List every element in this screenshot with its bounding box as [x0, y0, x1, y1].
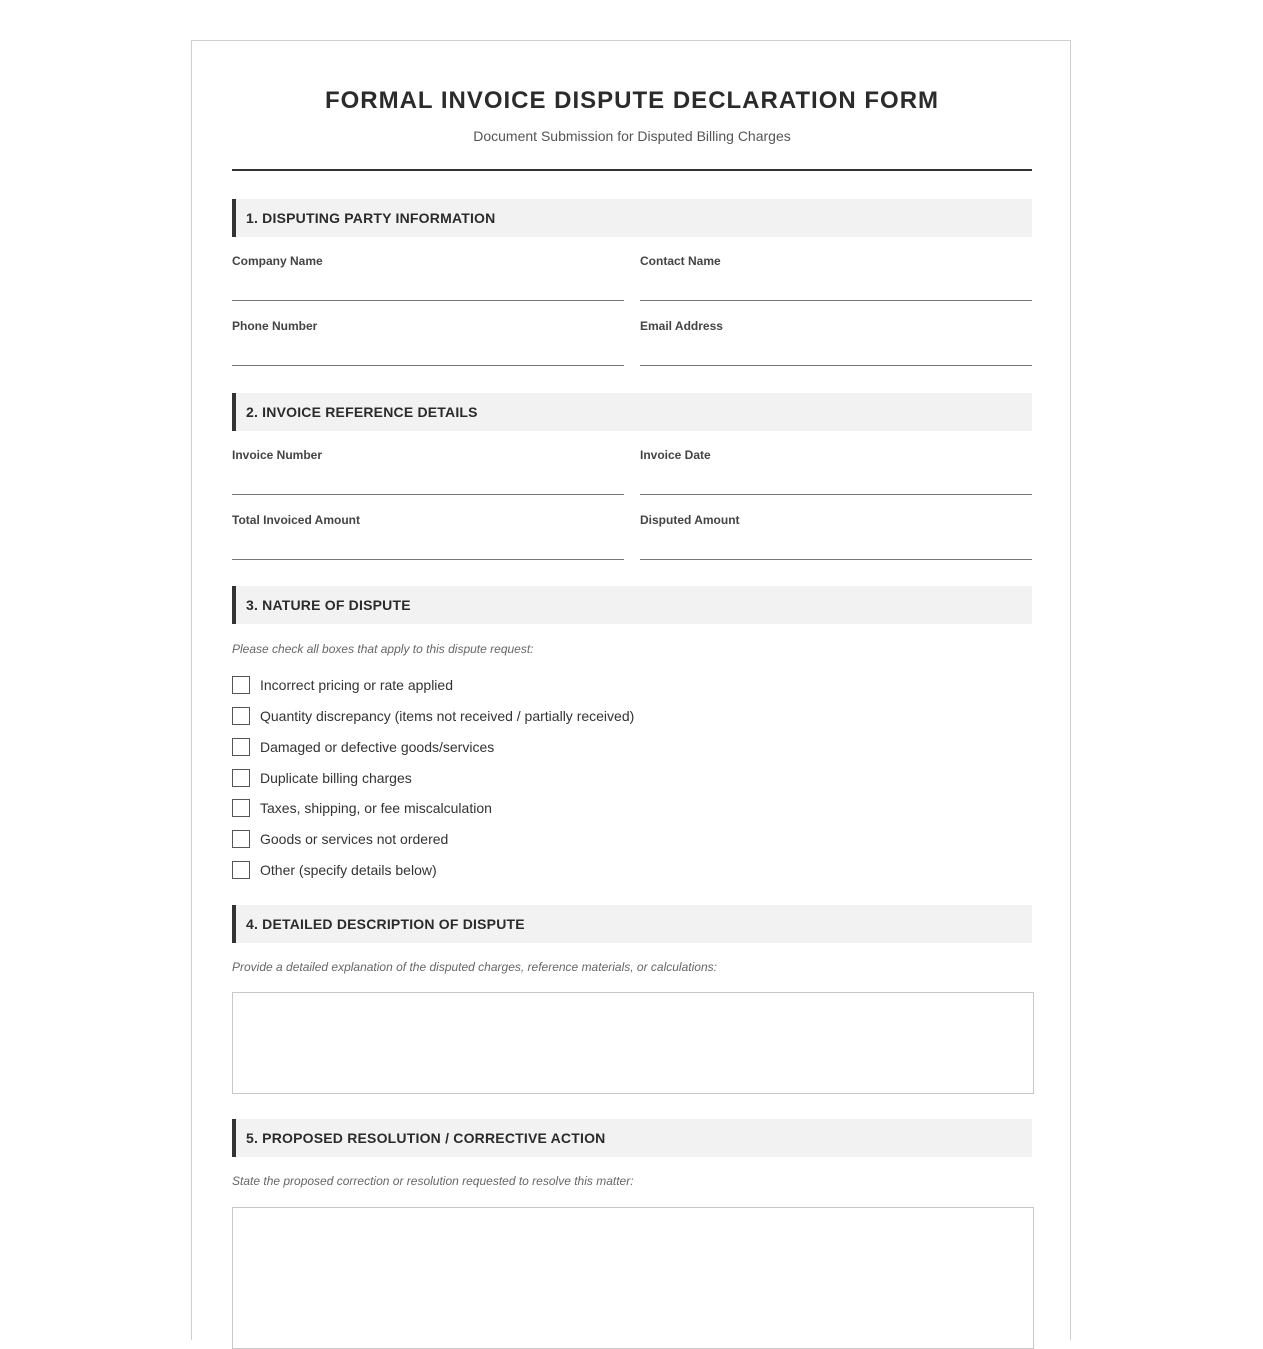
section-header-description: [232, 905, 1032, 943]
field-label: Total Invoiced Amount: [232, 513, 360, 527]
email-address-field[interactable]: [640, 319, 1032, 366]
field-label: Disputed Amount: [640, 513, 740, 527]
checkbox[interactable]: [232, 830, 250, 848]
field-label: Invoice Date: [640, 448, 711, 462]
checkbox-label: Quantity discrepancy (items not received / partially received): [260, 708, 635, 724]
section-title: 2. INVOICE REFERENCE DETAILS: [246, 404, 478, 420]
disputed-amount-field[interactable]: [640, 513, 1032, 560]
field-label: Invoice Number: [232, 448, 323, 462]
form-header: [232, 41, 1032, 171]
form-page: [191, 40, 1071, 1340]
nature-instruction: Please check all boxes that apply to this dispute request:: [232, 642, 534, 656]
checkbox[interactable]: [232, 707, 250, 725]
resolution-instruction: State the proposed correction or resolution requested to resolve this matter:: [232, 1174, 634, 1188]
field-label: Company Name: [232, 254, 323, 268]
contact-name-field[interactable]: [640, 254, 1032, 301]
checkbox[interactable]: [232, 799, 250, 817]
checkbox-label: Taxes, shipping, or fee miscalculation: [260, 800, 492, 816]
checkbox-label: Goods or services not ordered: [260, 831, 449, 847]
checkbox-label: Duplicate billing charges: [260, 770, 412, 786]
checkbox-label: Other (specify details below): [260, 862, 437, 878]
field-label: Contact Name: [640, 254, 721, 268]
checkbox-label: Damaged or defective goods/services: [260, 739, 495, 755]
resolution-textarea[interactable]: [232, 1207, 1034, 1349]
section-title: 3. NATURE OF DISPUTE: [246, 597, 411, 613]
section-header-resolution: [232, 1119, 1032, 1157]
section-title: 1. DISPUTING PARTY INFORMATION: [246, 210, 496, 226]
checkbox[interactable]: [232, 676, 250, 694]
phone-number-field[interactable]: [232, 319, 624, 366]
section-header-nature: [232, 586, 1032, 624]
checkbox[interactable]: [232, 769, 250, 787]
form-subtitle: Document Submission for Disputed Billing Charges: [473, 128, 791, 144]
section-title: 4. DETAILED DESCRIPTION OF DISPUTE: [246, 916, 525, 932]
section-header-invoice: [232, 393, 1032, 431]
checkbox[interactable]: [232, 861, 250, 879]
company-name-field[interactable]: [232, 254, 624, 301]
description-instruction: Provide a detailed explanation of the disputed charges, reference materials, or calculations:: [232, 960, 717, 974]
checkbox-label: Incorrect pricing or rate applied: [260, 677, 453, 693]
invoice-number-field[interactable]: [232, 448, 624, 495]
dispute-description-textarea[interactable]: [232, 992, 1034, 1094]
section-title: 5. PROPOSED RESOLUTION / CORRECTIVE ACTION: [246, 1130, 606, 1146]
invoice-date-field[interactable]: [640, 448, 1032, 495]
checkbox[interactable]: [232, 738, 250, 756]
field-label: Phone Number: [232, 319, 318, 333]
field-label: Email Address: [640, 319, 723, 333]
total-invoiced-amount-field[interactable]: [232, 513, 624, 560]
form-title: FORMAL INVOICE DISPUTE DECLARATION FORM: [324, 87, 940, 114]
section-header-party: [232, 199, 1032, 237]
